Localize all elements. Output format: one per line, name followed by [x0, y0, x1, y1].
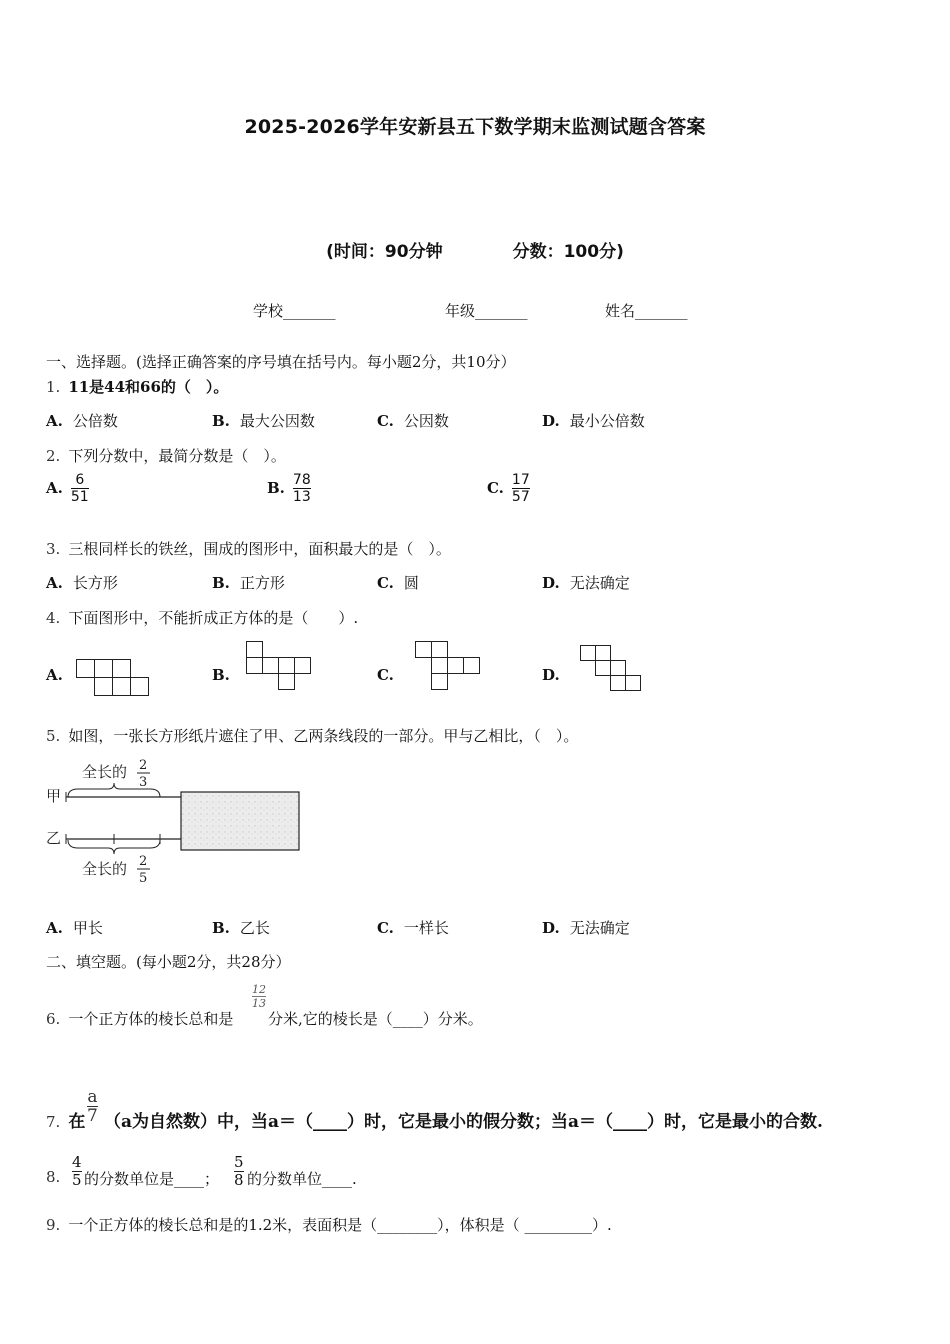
fraction: $\frac{6}{51}$ — [70, 472, 89, 505]
cube-net-d-diagram — [580, 645, 642, 691]
bottom-fraction-num: 2 — [139, 854, 148, 869]
q7-fraction: a 7 — [87, 1087, 98, 1126]
top-label: 全长的 — [82, 763, 128, 781]
school-field[interactable]: 学校_______ — [253, 302, 336, 320]
question-1 — [46, 376, 228, 397]
question-8-rest: 的分数单位____. — [247, 1170, 357, 1188]
q8-fraction-1: 4 5 — [72, 1153, 82, 1189]
section-2-heading: 二、填空题。(每小题2分，共28分） — [46, 953, 291, 971]
q6-fraction: 12 13 — [252, 983, 266, 1010]
page-title: 2025-2026学年安新县五下数学期末监测试题含答案 — [244, 116, 706, 138]
q5-option-a[interactable]: A. 甲长 — [46, 919, 103, 937]
q5-option-d[interactable]: D. 无法确定 — [542, 919, 630, 937]
q3-option-b[interactable]: B. 正方形 — [212, 574, 285, 592]
q1-option-b[interactable]: B. 最大公因数 — [212, 412, 315, 430]
q3-option-a[interactable]: A. 长方形 — [46, 574, 118, 592]
cube-net-a-diagram — [76, 659, 152, 697]
q3-option-c[interactable]: C. 圆 — [377, 574, 419, 592]
question-7: 7. 在 — [46, 1112, 86, 1132]
question-6-rest: 分米,它的棱长是（____）分米。 — [268, 1010, 483, 1028]
q2-option-a[interactable]: A. $\frac{6}{51}$ — [46, 472, 89, 505]
q1-option-d[interactable]: D. 最小公倍数 — [542, 412, 645, 430]
q4-option-b[interactable]: B. — [212, 666, 230, 684]
q4-option-c[interactable]: C. — [377, 666, 394, 684]
top-fraction-den: 3 — [139, 775, 148, 790]
question-2: 2. 下列分数中，最简分数是（ ）。 — [46, 447, 286, 465]
cube-net-c-diagram — [415, 641, 481, 691]
question-8: 8. — [46, 1168, 61, 1186]
question-5: 5. 如图，一张长方形纸片遮住了甲、乙两条线段的一部分。甲与乙相比，（ ）。 — [46, 727, 579, 745]
question-text: 11是44和66的（ ）。 — [68, 378, 229, 396]
segment-jia-label: 甲 — [46, 787, 62, 805]
q8-fraction-2: 5 8 — [234, 1153, 244, 1189]
q5-option-b[interactable]: B. 乙长 — [212, 919, 270, 937]
question-number: 1. — [46, 378, 61, 396]
grade-field[interactable]: 年级_______ — [445, 302, 528, 320]
segment-yi-label: 乙 — [46, 829, 62, 847]
question-8-mid: 的分数单位是____； — [84, 1170, 220, 1188]
q2-option-c[interactable]: C. $\frac{17}{57}$ — [487, 472, 530, 505]
q1-option-c[interactable]: C. 公因数 — [377, 412, 449, 430]
section-1-heading: 一、选择题。(选择正确答案的序号填在括号内。每小题2分，共10分） — [46, 353, 516, 371]
q2-option-b[interactable]: B. $\frac{78}{13}$ — [267, 472, 311, 505]
cube-net-b-diagram — [246, 641, 312, 691]
q4-option-a[interactable]: A. — [46, 666, 63, 684]
q3-option-d[interactable]: D. 无法确定 — [542, 574, 630, 592]
q5-option-c[interactable]: C. 一样长 — [377, 919, 449, 937]
question-3: 3. 三根同样长的铁丝，围成的图形中，面积最大的是（ ）。 — [46, 540, 451, 558]
fraction: $\frac{78}{13}$ — [292, 472, 311, 505]
exam-subtitle — [0, 237, 950, 262]
q4-option-d[interactable]: D. — [542, 666, 560, 684]
bottom-label: 全长的 — [82, 860, 128, 878]
question-6: 6. 一个正方体的棱长总和是 — [46, 1010, 234, 1028]
top-fraction-num: 2 — [139, 758, 148, 773]
q1-option-a[interactable]: A. 公倍数 — [46, 412, 118, 430]
segment-figure — [44, 752, 304, 892]
time-label: (时间：90分钟 — [326, 242, 443, 262]
score-label: 分数：100分) — [512, 242, 624, 262]
paper-cover — [181, 792, 299, 850]
bottom-fraction-den: 5 — [139, 871, 148, 886]
question-7-rest: （a为自然数）中，当a＝（____）时，它是最小的假分数；当a＝（____）时，它是最小的合数. — [104, 1112, 823, 1132]
fraction: $\frac{17}{57}$ — [511, 472, 530, 505]
name-field[interactable]: 姓名_______ — [605, 302, 688, 320]
question-4: 4. 下面图形中，不能折成正方体的是（ ）. — [46, 609, 359, 627]
question-9: 9. 一个正方体的棱长总和是的1.2米，表面积是（________），体积是（ _________）. — [46, 1216, 612, 1234]
